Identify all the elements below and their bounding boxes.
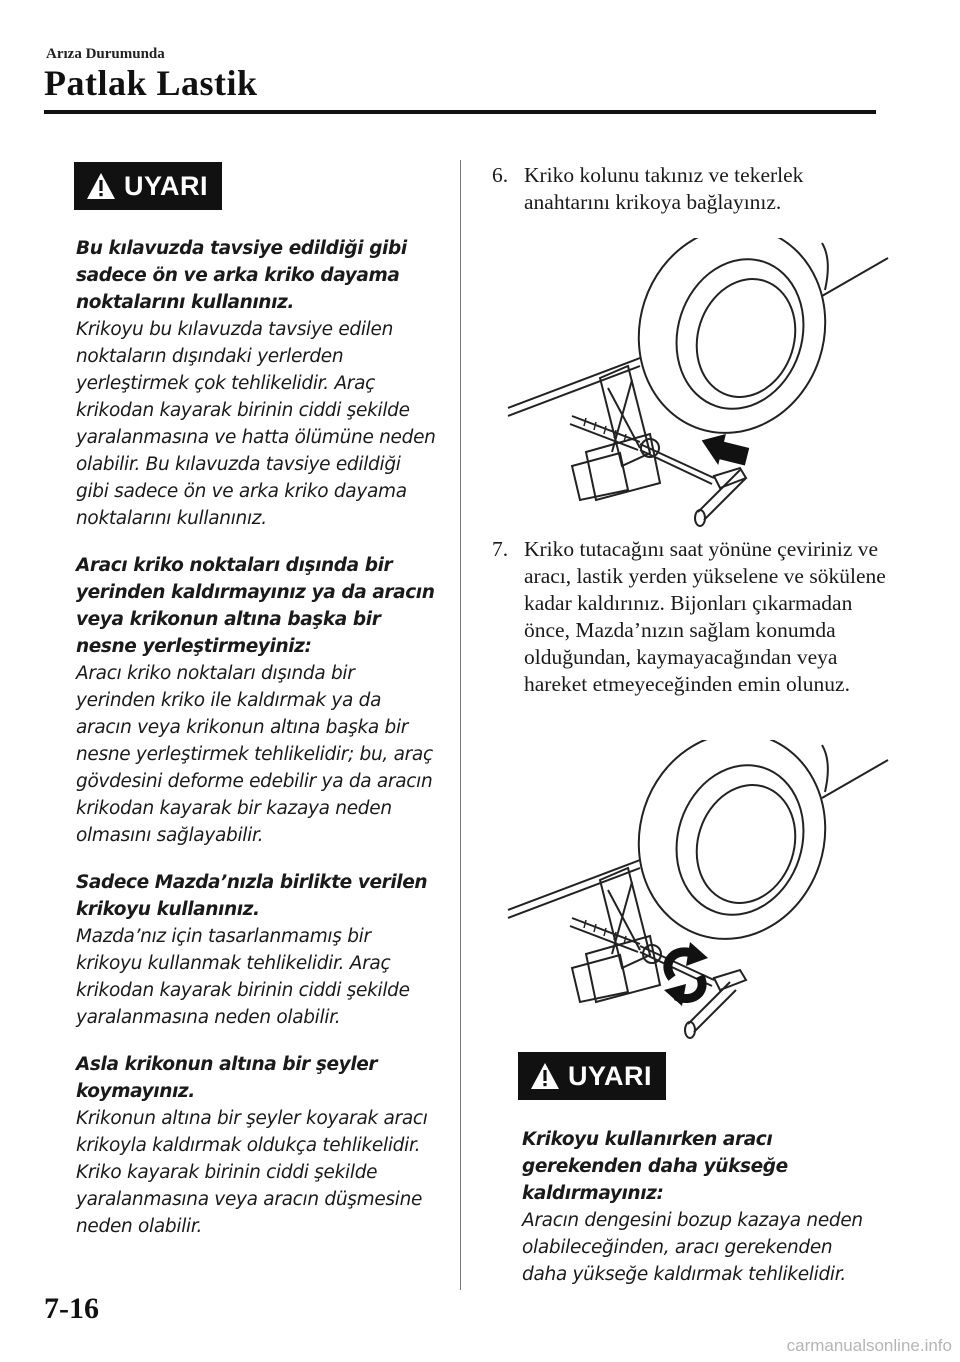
warning-item <box>76 235 436 532</box>
page-title: Patlak Lastik <box>44 63 258 103</box>
column-divider <box>460 160 461 1290</box>
step-6 <box>492 162 892 216</box>
warning-badge <box>518 1052 666 1100</box>
warning-item-heading: Sadece Mazda’nızla birlikte verilen krikoyu kullanınız. <box>76 872 428 920</box>
warning-item-body: Aracın dengesini bozup kazaya neden olabileceğinden, aracı gerekenden daha yükseğe kaldırmak tehlikelidir. <box>522 1210 863 1285</box>
push-arrow-icon <box>697 429 751 472</box>
step-text: Kriko kolunu takınız ve tekerlek anahtarını krikoya bağlayınız. <box>524 163 804 214</box>
right-warning-text <box>522 1126 882 1288</box>
warning-item <box>76 1051 436 1240</box>
warning-item <box>76 552 436 849</box>
warning-item-body: Krikoyu bu kılavuzda tavsiye edilen noktaların dışındaki yerlerden yerleştirmek çok tehlikelidir. Araç krikodan kayarak birinin ciddi şekilde yaralanmasına ve hatta ölümüne neden olabilir. Bu kılavuzda tavsiye edildiği gibi sadece ön ve arka kriko dayama noktalarını kullanınız. <box>76 319 436 529</box>
watermark: carmanualsonline.info <box>786 1336 952 1355</box>
warning-triangle-icon <box>530 1062 560 1090</box>
step-7 <box>492 536 892 698</box>
warning-item <box>76 869 436 1031</box>
step-number: 7. <box>492 537 509 561</box>
warning-item-body: Aracı kriko noktaları dışında bir yerinden kriko ile kaldırmak ya da aracın veya krikonun altına başka bir nesne yerleştirmek tehlikelidir; bu, araç gövdesini deforme edebilir ya da aracın krikodan kayarak bir kazaya neden olmasını sağlayabilir. <box>76 663 433 846</box>
step-number: 6. <box>492 163 509 187</box>
page-number: 7-16 <box>44 1292 99 1325</box>
warning-item-heading: Aracı kriko noktaları dışında bir yerinden kaldırmayınız ya da aracın veya krikonun altına başka bir nesne yerleştirmeyiniz: <box>76 555 435 657</box>
warning-item-heading: Krikoyu kullanırken aracı gerekenden daha yükseğe kaldırmayınız: <box>522 1129 788 1204</box>
warning-item-body: Krikonun altına bir şeyler koyarak aracı krikoyla kaldırmak oldukça tehlikelidir. Kriko kayarak birinin ciddi şekilde yaralanmasına veya aracın düşmesine neden olabilir. <box>76 1108 428 1237</box>
warning-triangle-icon <box>86 172 116 200</box>
warning-item-heading: Asla krikonun altına bir şeyler koymayınız. <box>76 1054 378 1102</box>
warning-item-heading: Bu kılavuzda tavsiye edildiği gibi sadece ön ve arka kriko dayama noktalarını kullanınız. <box>76 238 407 313</box>
warning-badge <box>74 162 222 210</box>
left-warning-text <box>76 235 436 1260</box>
running-section-title: Arıza Durumunda <box>46 46 165 62</box>
warning-item-body: Mazda’nız için tasarlanmamış bir krikoyu kullanmak tehlikelidir. Araç krikodan kayarak birinin ciddi şekilde yaralanmasına neden olabilir. <box>76 926 410 1028</box>
jack-lifting-illustration <box>500 740 900 1040</box>
step-text: Kriko tutacağını saat yönüne çeviriniz ve aracı, lastik yerden yükselene ve sökülene kadar kaldırınız. Bijonları çıkarmadan önce, Mazda’nızın sağlam konumda olduğundan, kaymayacağından veya hareket etmeyeceğinden emin olunuz. <box>524 537 886 696</box>
warning-badge-label: UYARI <box>568 1060 653 1091</box>
title-rule <box>44 110 876 114</box>
warning-badge-label: UYARI <box>124 170 209 201</box>
jack-handle-attach-illustration <box>500 238 900 538</box>
